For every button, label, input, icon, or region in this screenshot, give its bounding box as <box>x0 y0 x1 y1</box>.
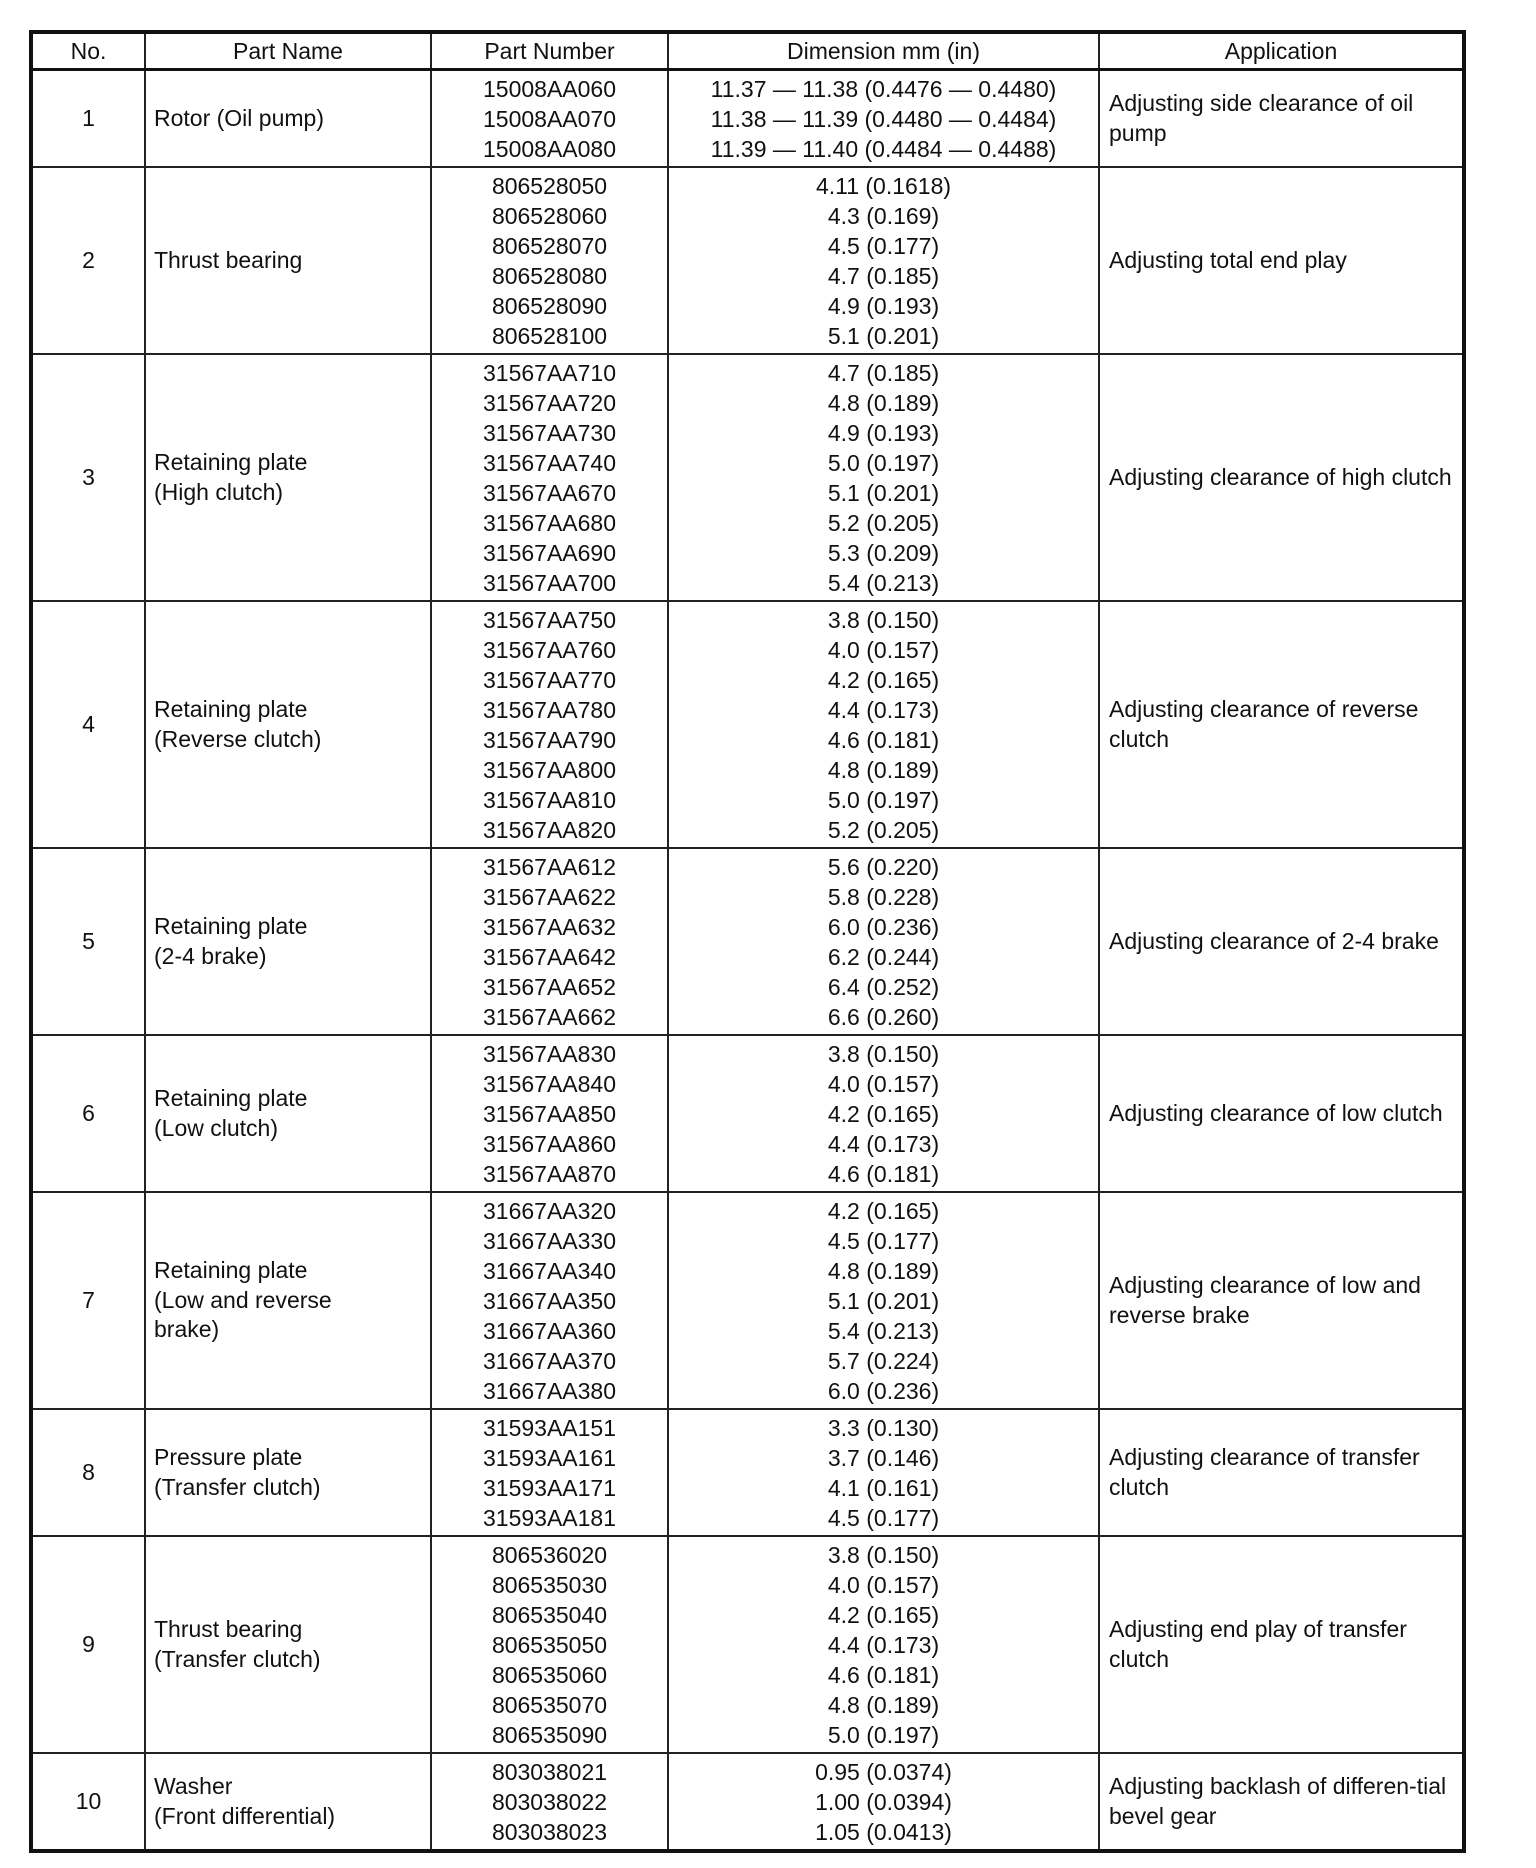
part-name-line: (Low clutch) <box>154 1114 278 1141</box>
part-number: 31667AA350 <box>482 1288 616 1314</box>
part-number: 806528090 <box>491 293 608 319</box>
part-number: 31567AA800 <box>482 757 616 783</box>
part-number-cell <box>431 70 668 168</box>
part-number: 31567AA720 <box>482 390 616 416</box>
header-part-number: Part Number <box>431 32 668 70</box>
part-number-cell <box>431 848 668 1035</box>
row-number: 6 <box>31 1035 145 1192</box>
part-name-line: Thrust bearing <box>154 1615 303 1642</box>
part-number: 31567AA730 <box>482 420 616 446</box>
application-text: Adjusting backlash of differen-tial bevel gear <box>1109 1772 1447 1829</box>
part-number: 31567AA652 <box>482 974 616 1000</box>
part-name-cell <box>145 601 431 848</box>
part-number-cell <box>431 167 668 354</box>
application-text: Adjusting clearance of low and reverse brake <box>1109 1271 1421 1328</box>
part-number: 15008AA080 <box>482 136 616 162</box>
row-number: 8 <box>31 1409 145 1536</box>
part-name-line: Washer <box>154 1772 233 1799</box>
part-name-cell <box>145 848 431 1035</box>
header-part-name: Part Name <box>145 32 431 70</box>
part-name-cell <box>145 70 431 168</box>
part-number: 15008AA070 <box>482 106 616 132</box>
part-number: 31567AA690 <box>482 540 616 566</box>
part-number: 31567AA680 <box>482 510 616 536</box>
dimension-value: 4.2 (0.165) <box>827 667 940 693</box>
dimension-value: 5.6 (0.220) <box>827 854 940 880</box>
application-text: Adjusting end play of transfer clutch <box>1109 1615 1407 1672</box>
part-number-cell <box>431 1536 668 1753</box>
part-name-line: (Reverse clutch) <box>154 725 322 752</box>
part-number: 806528100 <box>491 323 608 349</box>
row-number: 4 <box>31 601 145 848</box>
table-row <box>31 1753 1464 1851</box>
part-name-cell <box>145 1753 431 1851</box>
row-number: 5 <box>31 848 145 1035</box>
part-number: 31667AA360 <box>482 1318 616 1344</box>
dimension-value: 4.8 (0.189) <box>827 1692 940 1718</box>
dimension-value: 1.05 (0.0413) <box>815 1819 952 1845</box>
dimension-cell <box>668 1753 1099 1851</box>
dimension-value: 6.0 (0.236) <box>827 914 940 940</box>
application-text: Adjusting side clearance of oil pump <box>1109 89 1414 146</box>
row-number: 7 <box>31 1192 145 1409</box>
dimension-value: 4.5 (0.177) <box>827 1228 940 1254</box>
part-number: 806528070 <box>491 233 608 259</box>
dimension-value: 3.8 (0.150) <box>827 1041 940 1067</box>
table-row <box>31 1035 1464 1192</box>
part-number: 31567AA830 <box>482 1041 616 1067</box>
dimension-value: 4.0 (0.157) <box>827 1572 940 1598</box>
dimension-value: 5.7 (0.224) <box>827 1348 940 1374</box>
part-name-line: (Transfer clutch) <box>154 1473 321 1500</box>
dimension-value: 4.5 (0.177) <box>827 233 940 259</box>
dimension-value: 3.8 (0.150) <box>827 1542 940 1568</box>
part-number: 31567AA790 <box>482 727 616 753</box>
dimension-value: 5.0 (0.197) <box>827 1722 940 1748</box>
dimension-value: 3.8 (0.150) <box>827 607 940 633</box>
part-number: 31567AA810 <box>482 787 616 813</box>
application-cell <box>1099 1035 1464 1192</box>
application-cell <box>1099 848 1464 1035</box>
part-number: 806528060 <box>491 203 608 229</box>
part-number: 806535090 <box>491 1722 608 1748</box>
dimension-value: 4.2 (0.165) <box>827 1101 940 1127</box>
dimension-cell <box>668 1192 1099 1409</box>
part-name-cell <box>145 354 431 601</box>
dimension-value: 4.8 (0.189) <box>827 390 940 416</box>
part-number: 31567AA662 <box>482 1004 616 1030</box>
application-text: Adjusting clearance of 2-4 brake <box>1109 927 1439 954</box>
part-number: 31567AA632 <box>482 914 616 940</box>
dimension-value: 4.6 (0.181) <box>827 1662 940 1688</box>
part-number: 31567AA770 <box>482 667 616 693</box>
dimension-cell <box>668 601 1099 848</box>
part-number: 806535060 <box>491 1662 608 1688</box>
application-text: Adjusting clearance of reverse clutch <box>1109 695 1419 752</box>
part-name-line: Retaining plate <box>154 448 308 475</box>
part-number: 806535040 <box>491 1602 608 1628</box>
dimension-value: 4.9 (0.193) <box>827 293 940 319</box>
part-number: 31667AA370 <box>482 1348 616 1374</box>
dimension-cell <box>668 1035 1099 1192</box>
dimension-value: 4.3 (0.169) <box>827 203 940 229</box>
part-name-line: Retaining plate <box>154 1256 308 1283</box>
parts-table <box>29 30 1466 1853</box>
dimension-value: 5.3 (0.209) <box>827 540 940 566</box>
header-row <box>31 32 1464 70</box>
row-number: 10 <box>31 1753 145 1851</box>
part-name-line: (Low and reverse <box>154 1286 332 1313</box>
dimension-value: 5.1 (0.201) <box>827 480 940 506</box>
part-number: 803038023 <box>491 1819 608 1845</box>
dimension-value: 4.9 (0.193) <box>827 420 940 446</box>
application-cell <box>1099 1409 1464 1536</box>
part-number: 806536020 <box>491 1542 608 1568</box>
dimension-value: 4.6 (0.181) <box>827 1161 940 1187</box>
part-name-line: Retaining plate <box>154 912 308 939</box>
dimension-value: 4.0 (0.157) <box>827 637 940 663</box>
part-number: 31567AA622 <box>482 884 616 910</box>
part-number: 31593AA171 <box>482 1475 616 1501</box>
application-cell <box>1099 1192 1464 1409</box>
header-no: No. <box>31 32 145 70</box>
dimension-cell <box>668 1536 1099 1753</box>
dimension-value: 4.7 (0.185) <box>827 360 940 386</box>
part-name-line: Thrust bearing <box>154 246 303 273</box>
part-number-cell <box>431 1753 668 1851</box>
dimension-value: 6.4 (0.252) <box>827 974 940 1000</box>
table-row <box>31 1409 1464 1536</box>
table-row <box>31 848 1464 1035</box>
part-number: 31593AA161 <box>482 1445 616 1471</box>
part-number: 31567AA612 <box>482 854 616 880</box>
table-row <box>31 354 1464 601</box>
part-number: 806535070 <box>491 1692 608 1718</box>
application-text: Adjusting clearance of transfer clutch <box>1109 1443 1420 1500</box>
dimension-value: 4.6 (0.181) <box>827 727 940 753</box>
part-number: 31667AA340 <box>482 1258 616 1284</box>
part-number: 31567AA860 <box>482 1131 616 1157</box>
part-number: 31567AA840 <box>482 1071 616 1097</box>
header-application: Application <box>1099 32 1464 70</box>
part-name-line: (High clutch) <box>154 478 284 505</box>
dimension-value: 4.1 (0.161) <box>827 1475 940 1501</box>
part-number: 31567AA700 <box>482 570 616 596</box>
part-name-line: (Transfer clutch) <box>154 1645 321 1672</box>
part-number: 31567AA870 <box>482 1161 616 1187</box>
dimension-value: 3.7 (0.146) <box>827 1445 940 1471</box>
part-name-cell <box>145 1409 431 1536</box>
part-name-cell <box>145 1035 431 1192</box>
dimension-value: 11.39 — 11.40 (0.4484 — 0.4488) <box>710 136 1057 162</box>
table-row <box>31 167 1464 354</box>
table-row <box>31 1536 1464 1753</box>
part-name-cell <box>145 1536 431 1753</box>
dimension-value: 5.0 (0.197) <box>827 787 940 813</box>
part-number-cell <box>431 1035 668 1192</box>
row-number: 3 <box>31 354 145 601</box>
dimension-value: 5.1 (0.201) <box>827 1288 940 1314</box>
part-name-cell <box>145 1192 431 1409</box>
part-number: 803038021 <box>491 1759 608 1785</box>
dimension-value: 1.00 (0.0394) <box>815 1789 952 1815</box>
dimension-cell <box>668 354 1099 601</box>
dimension-value: 0.95 (0.0374) <box>815 1759 952 1785</box>
dimension-value: 5.4 (0.213) <box>827 1318 940 1344</box>
part-name-line: Retaining plate <box>154 695 308 722</box>
dimension-value: 4.2 (0.165) <box>827 1198 940 1224</box>
table-row <box>31 601 1464 848</box>
part-name-line: Pressure plate <box>154 1443 303 1470</box>
part-number: 803038022 <box>491 1789 608 1815</box>
part-number: 31567AA710 <box>482 360 616 386</box>
header-dimension: Dimension mm (in) <box>668 32 1099 70</box>
dimension-value: 11.38 — 11.39 (0.4480 — 0.4484) <box>710 106 1057 132</box>
dimension-value: 5.8 (0.228) <box>827 884 940 910</box>
table-body <box>31 70 1464 1852</box>
application-cell <box>1099 1753 1464 1851</box>
table-row <box>31 1192 1464 1409</box>
part-number: 806535030 <box>491 1572 608 1598</box>
dimension-value: 6.2 (0.244) <box>827 944 940 970</box>
row-number: 1 <box>31 70 145 168</box>
dimension-value: 6.0 (0.236) <box>827 1378 940 1404</box>
part-number: 806528080 <box>491 263 608 289</box>
dimension-value: 3.3 (0.130) <box>827 1415 940 1441</box>
part-name-cell <box>145 167 431 354</box>
part-number: 31667AA320 <box>482 1198 616 1224</box>
dimension-value: 5.2 (0.205) <box>827 817 940 843</box>
dimension-cell <box>668 848 1099 1035</box>
application-text: Adjusting total end play <box>1109 246 1347 273</box>
row-number: 2 <box>31 167 145 354</box>
dimension-value: 4.7 (0.185) <box>827 263 940 289</box>
part-number: 31567AA850 <box>482 1101 616 1127</box>
part-number: 31567AA750 <box>482 607 616 633</box>
part-number: 31567AA820 <box>482 817 616 843</box>
part-number: 31667AA380 <box>482 1378 616 1404</box>
part-name-line: Rotor (Oil pump) <box>154 104 324 131</box>
part-number-cell <box>431 1192 668 1409</box>
part-number: 31667AA330 <box>482 1228 616 1254</box>
dimension-value: 11.37 — 11.38 (0.4476 — 0.4480) <box>710 76 1057 102</box>
dimension-value: 5.0 (0.197) <box>827 450 940 476</box>
application-cell <box>1099 167 1464 354</box>
part-number: 31567AA740 <box>482 450 616 476</box>
dimension-value: 6.6 (0.260) <box>827 1004 940 1030</box>
dimension-value: 4.4 (0.173) <box>827 1632 940 1658</box>
dimension-value: 5.2 (0.205) <box>827 510 940 536</box>
application-text: Adjusting clearance of high clutch <box>1109 463 1452 490</box>
part-number: 806535050 <box>491 1632 608 1658</box>
part-name-line: (2-4 brake) <box>154 942 267 969</box>
application-cell <box>1099 70 1464 168</box>
application-cell <box>1099 1536 1464 1753</box>
part-number: 31567AA760 <box>482 637 616 663</box>
dimension-value: 4.0 (0.157) <box>827 1071 940 1097</box>
row-number: 9 <box>31 1536 145 1753</box>
dimension-value: 4.5 (0.177) <box>827 1505 940 1531</box>
part-number: 31593AA151 <box>482 1415 616 1441</box>
part-number-cell <box>431 354 668 601</box>
application-cell <box>1099 601 1464 848</box>
dimension-value: 4.11 (0.1618) <box>815 173 952 199</box>
table-row <box>31 70 1464 168</box>
dimension-value: 5.1 (0.201) <box>827 323 940 349</box>
part-number-cell <box>431 1409 668 1536</box>
dimension-cell <box>668 70 1099 168</box>
application-cell <box>1099 354 1464 601</box>
dimension-value: 5.4 (0.213) <box>827 570 940 596</box>
dimension-value: 4.8 (0.189) <box>827 757 940 783</box>
dimension-value: 4.4 (0.173) <box>827 1131 940 1157</box>
part-number: 15008AA060 <box>482 76 616 102</box>
part-number: 31567AA642 <box>482 944 616 970</box>
part-name-line: Retaining plate <box>154 1084 308 1111</box>
dimension-cell <box>668 167 1099 354</box>
part-number: 806528050 <box>491 173 608 199</box>
dimension-value: 4.2 (0.165) <box>827 1602 940 1628</box>
dimension-value: 4.8 (0.189) <box>827 1258 940 1284</box>
part-number: 31567AA780 <box>482 697 616 723</box>
part-name-line: brake) <box>154 1316 220 1343</box>
part-name-line: (Front differential) <box>154 1802 336 1829</box>
part-number: 31567AA670 <box>482 480 616 506</box>
application-text: Adjusting clearance of low clutch <box>1109 1099 1443 1126</box>
dimension-value: 4.4 (0.173) <box>827 697 940 723</box>
part-number-cell <box>431 601 668 848</box>
dimension-cell <box>668 1409 1099 1536</box>
part-number: 31593AA181 <box>482 1505 616 1531</box>
